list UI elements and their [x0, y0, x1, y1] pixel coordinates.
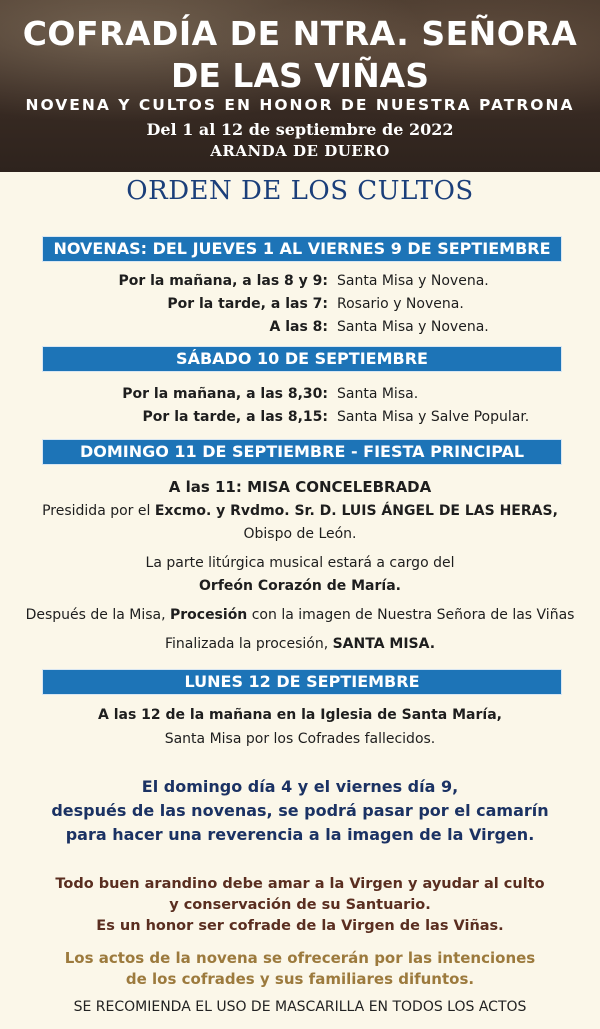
- row-value: Santa Misa y Novena.: [337, 273, 489, 289]
- row-value: Rosario y Novena.: [337, 296, 464, 312]
- arandino-notice-line: Es un honor ser cofrade de la Virgen de las Viñas.: [96, 918, 504, 934]
- row-label: Por la mañana, a las 8,30:: [122, 386, 328, 402]
- domingo-mass-time: A las 11: MISA CONCELEBRADA: [168, 478, 432, 496]
- domingo-bishop: Obispo de León.: [243, 526, 357, 542]
- lunes-banner: LUNES 12 DE SEPTIEMBRE: [42, 669, 562, 695]
- sabado-row: [0, 383, 600, 405]
- intenciones-notice-line: Los actos de la novena se ofrecerán por las intenciones: [64, 949, 536, 967]
- procession-word: Procesión: [169, 607, 248, 623]
- sabado-row: [0, 406, 600, 428]
- novenas-row: [0, 316, 600, 338]
- header-dates: Del 1 al 12 de septiembre de 2022: [146, 120, 454, 139]
- row-label: Por la tarde, a las 8,15:: [142, 409, 328, 425]
- row-value: Santa Misa.: [337, 386, 419, 402]
- header-title-line1: COFRADÍA DE NTRA. SEÑORA: [22, 14, 578, 53]
- row-value: Santa Misa y Novena.: [337, 319, 489, 335]
- row-label: Por la mañana, a las 8 y 9:: [118, 273, 328, 289]
- domingo-final-mass: [0, 636, 600, 652]
- row-value: Santa Misa y Salve Popular.: [337, 409, 530, 425]
- domingo-procession: [0, 607, 600, 623]
- domingo-music-note: La parte litúrgica musical estará a cargo del: [145, 555, 455, 571]
- procession-prefix: Después de la Misa,: [25, 607, 170, 623]
- intenciones-notice-line: de los cofrades y sus familiares difuntos.: [125, 970, 475, 988]
- arandino-notice-line: Todo buen arandino debe amar a la Virgen y ayudar al culto: [55, 876, 545, 892]
- header-city: ARANDA DE DUERO: [210, 142, 390, 160]
- header-banner: [0, 0, 600, 172]
- domingo-presided: [0, 503, 600, 519]
- row-label: A las 8:: [269, 319, 328, 335]
- camarin-notice-line: después de las novenas, se podrá pasar por el camarín: [51, 801, 549, 820]
- domingo-choir: Orfeón Corazón de María.: [199, 578, 401, 594]
- camarin-notice-line: para hacer una reverencia a la imagen de la Virgen.: [65, 825, 535, 844]
- sabado-banner: SÁBADO 10 DE SEPTIEMBRE: [42, 346, 562, 372]
- page-title: ORDEN DE LOS CULTOS: [126, 176, 474, 206]
- arandino-notice-line: y conservación de su Santuario.: [169, 897, 431, 913]
- presided-name: Excmo. y Rvdmo. Sr. D. LUIS ÁNGEL DE LAS HERAS,: [154, 503, 558, 519]
- domingo-banner: DOMINGO 11 DE SEPTIEMBRE - FIESTA PRINCIPAL: [42, 439, 562, 465]
- presided-prefix: Presidida por el: [42, 503, 155, 519]
- final-prefix: Finalizada la procesión,: [164, 636, 333, 652]
- novenas-banner: NOVENAS: DEL JUEVES 1 AL VIERNES 9 DE SEPTIEMBRE: [42, 236, 562, 262]
- final-bold: SANTA MISA.: [332, 636, 436, 652]
- novenas-row: [0, 270, 600, 292]
- header-title-line2: DE LAS VIÑAS: [171, 56, 429, 95]
- lunes-line1: A las 12 de la mañana en la Iglesia de Santa María,: [98, 707, 502, 723]
- mascarilla-notice: SE RECOMIENDA EL USO DE MASCARILLA EN TODOS LOS ACTOS: [73, 999, 527, 1015]
- lunes-line2: Santa Misa por los Cofrades fallecidos.: [164, 731, 436, 747]
- header-subtitle: NOVENA Y CULTOS EN HONOR DE NUESTRA PATRONA: [25, 96, 575, 114]
- novenas-row: [0, 293, 600, 315]
- camarin-notice-line: El domingo día 4 y el viernes día 9,: [141, 777, 459, 796]
- row-label: Por la tarde, a las 7:: [167, 296, 328, 312]
- procession-suffix: con la imagen de Nuestra Señora de las Viñas: [247, 607, 575, 623]
